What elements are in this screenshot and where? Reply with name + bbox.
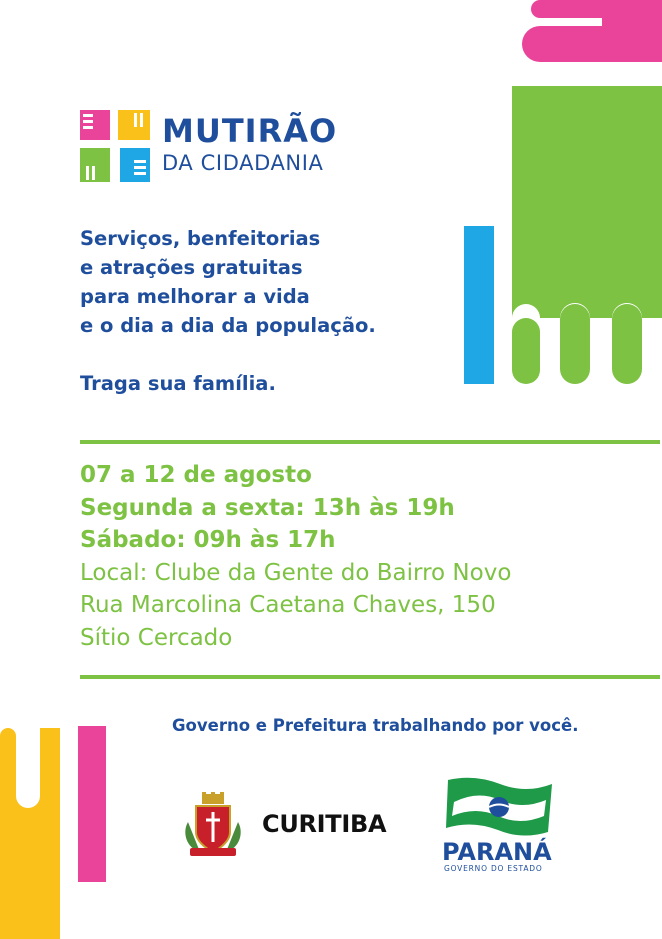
family-cta: Traga sua família. (80, 372, 276, 395)
intro-line: e atrações gratuitas (80, 256, 303, 279)
blue-bar-shape (464, 226, 494, 384)
intro-line: Serviços, benfeitorias (80, 227, 321, 250)
yellow-hand-shape (0, 728, 60, 939)
logo-subtitle: DA CIDADANIA (162, 151, 324, 175)
parana-flag-icon (444, 776, 554, 838)
event-details (80, 459, 511, 654)
event-address: Rua Marcolina Caetana Chaves, 150 (80, 592, 496, 618)
hands-logo-icon (80, 110, 150, 182)
intro-text (80, 224, 376, 340)
weekday-hours: Segunda a sexta: 13h às 19h (80, 494, 455, 521)
green-hand-shape (512, 86, 662, 384)
footer-tagline: Governo e Prefeitura trabalhando por você. (172, 716, 579, 735)
divider-top (80, 440, 660, 444)
parana-subtitle: GOVERNO DO ESTADO (444, 864, 543, 873)
parana-wordmark: PARANÁ (442, 838, 552, 866)
magenta-bar-shape (78, 726, 106, 882)
curitiba-wordmark: CURITIBA (262, 810, 387, 838)
divider-bottom (80, 675, 660, 679)
logo-title: MUTIRÃO (162, 112, 338, 150)
event-location: Local: Clube da Gente do Bairro Novo (80, 559, 512, 586)
event-neighborhood: Sítio Cercado (80, 624, 233, 651)
intro-line: para melhorar a vida (80, 285, 310, 308)
saturday-hours: Sábado: 09h às 17h (80, 527, 336, 553)
pink-hand-shape (512, 0, 662, 62)
coat-of-arms-icon (180, 792, 246, 858)
intro-line: e o dia a dia da população. (80, 314, 376, 337)
event-dates: 07 a 12 de agosto (80, 462, 312, 488)
